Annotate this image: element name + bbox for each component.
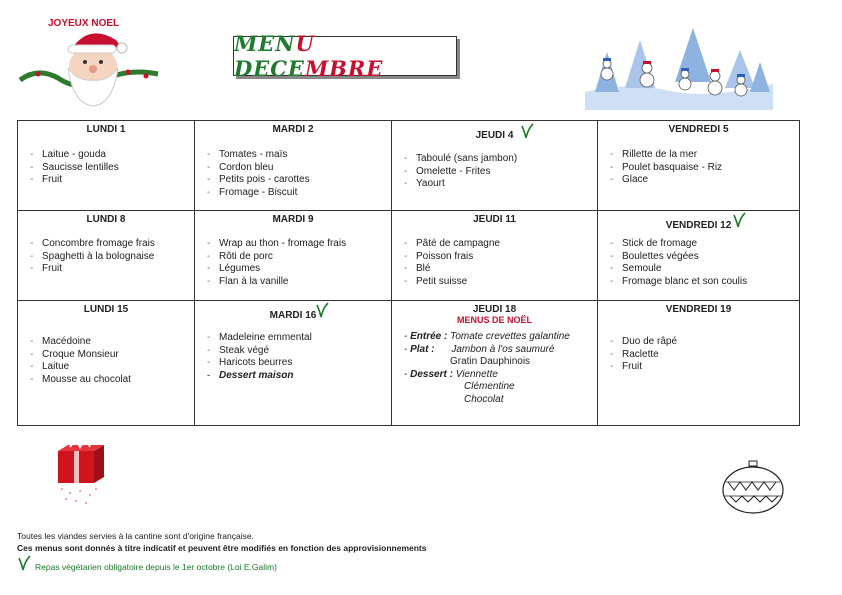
menu-item: - Duo de râpé bbox=[598, 336, 799, 349]
menu-item: - Taboulé (sans jambon) bbox=[392, 153, 597, 166]
menu-items bbox=[18, 238, 194, 276]
day-cell-mardi-2 bbox=[195, 121, 392, 211]
santa-logo bbox=[18, 12, 163, 107]
menu-item: - Omelette - Frites bbox=[392, 166, 597, 179]
menu-item: - Poulet basquaise - Riz bbox=[598, 162, 799, 175]
menu-item: - Spaghetti à la bolognaise bbox=[18, 251, 194, 264]
menu-item: - Steak végé bbox=[195, 345, 391, 358]
day-cell-vendredi-12 bbox=[598, 211, 799, 301]
menu-item: - Raclette bbox=[598, 349, 799, 362]
day-cell-jeudi-4 bbox=[392, 121, 598, 211]
menu-item: - Wrap au thon - fromage frais bbox=[195, 238, 391, 251]
footer-origin-note: Toutes les viandes servies à la cantine sont d'origine française. bbox=[17, 531, 254, 541]
menu-item: - Fruit bbox=[18, 174, 194, 187]
menu-item: - Glace bbox=[598, 174, 799, 187]
dessert-line: - Dessert : Viennette bbox=[404, 368, 498, 380]
menu-item: - Macédoine bbox=[18, 336, 194, 349]
title-part-4: MBRE bbox=[304, 56, 384, 81]
menu-items bbox=[195, 332, 391, 382]
day-cell-lundi-8 bbox=[18, 211, 195, 301]
footer-disclaimer: Ces menus sont donnés à titre indicatif et peuvent être modifiés en fonction des approvisionnements bbox=[17, 543, 427, 553]
dessert-label: Dessert : bbox=[410, 368, 453, 380]
menu-item: - Fromage - Biscuit bbox=[195, 187, 391, 200]
menu-items bbox=[598, 336, 799, 374]
menu-items bbox=[195, 149, 391, 199]
footer-vege-note bbox=[17, 554, 277, 572]
dessert-value-3: Chocolat bbox=[464, 393, 504, 405]
day-title: MARDI 2 bbox=[272, 124, 314, 135]
day-title: LUNDI 1 bbox=[86, 124, 126, 135]
menu-item: - Pâté de campagne bbox=[392, 238, 597, 251]
plat-label: Plat : bbox=[410, 343, 435, 355]
menu-item: - Blé bbox=[392, 263, 597, 276]
leaf-icon bbox=[17, 554, 31, 572]
menu-item: - Légumes bbox=[195, 263, 391, 276]
dessert-value-1: Viennette bbox=[455, 368, 498, 380]
entree-value: Tomate crevettes galantine bbox=[450, 331, 570, 342]
title-part-3: DECE bbox=[234, 56, 305, 81]
menu-item: - Rôti de porc bbox=[195, 251, 391, 264]
menu-items bbox=[598, 238, 799, 288]
menu-item: - Laitue - gouda bbox=[18, 149, 194, 162]
day-cell-mardi-9 bbox=[195, 211, 392, 301]
christmas-menu-title: MENUS DE NOËL bbox=[456, 315, 532, 325]
santa-logo-text: JOYEUX NOEL bbox=[48, 18, 120, 29]
day-cell-vendredi-5 bbox=[598, 121, 799, 211]
menu-item-bold: - Dessert maison bbox=[195, 370, 391, 383]
menu-item: - Boulettes végées bbox=[598, 251, 799, 264]
day-title: VENDREDI 5 bbox=[668, 124, 729, 135]
footer-vege-text: Repas végétarien obligatoire depuis le 1er octobre (Loi E.Galim) bbox=[35, 562, 277, 572]
day-title: VENDREDI 19 bbox=[665, 304, 732, 315]
menu-items bbox=[195, 238, 391, 288]
dessert-value-2: Clémentine bbox=[464, 381, 515, 392]
menu-item: - Concombre fromage frais bbox=[18, 238, 194, 251]
entree-label: Entrée : bbox=[410, 331, 448, 342]
menu-item: - Laitue bbox=[18, 361, 194, 374]
menu-item: - Croque Monsieur bbox=[18, 349, 194, 362]
menu-item: - Mousse au chocolat bbox=[18, 374, 194, 387]
menu-item: - Petit suisse bbox=[392, 276, 597, 289]
day-cell-vendredi-19 bbox=[598, 301, 799, 425]
day-title: VENDREDI 12 bbox=[665, 220, 732, 231]
ornament-icon bbox=[720, 460, 786, 516]
menu-title bbox=[233, 31, 457, 81]
day-title: LUNDI 15 bbox=[83, 304, 129, 315]
menu-item: - Fruit bbox=[598, 361, 799, 374]
menu-items bbox=[598, 149, 799, 187]
menu-item: - Cordon bleu bbox=[195, 162, 391, 175]
menu-items bbox=[392, 238, 597, 288]
plat-line: - Plat : Jambon à l'os saumuré bbox=[404, 343, 555, 355]
day-title: MARDI 16 bbox=[269, 310, 317, 321]
leaf-icon bbox=[315, 302, 329, 318]
menu-item: - Fromage blanc et son coulis bbox=[598, 276, 799, 289]
menu-items bbox=[18, 336, 194, 386]
menu-item: - Yaourt bbox=[392, 178, 597, 191]
menu-item: - Semoule bbox=[598, 263, 799, 276]
menu-item: - Rillette de la mer bbox=[598, 149, 799, 162]
menu-grid bbox=[17, 120, 800, 426]
plat-value-1: Jambon à l'os saumuré bbox=[451, 343, 555, 355]
menu-item: - Flan à la vanille bbox=[195, 276, 391, 289]
christmas-menu bbox=[392, 331, 597, 406]
menu-item: - Saucisse lentilles bbox=[18, 162, 194, 175]
menu-items bbox=[18, 149, 194, 187]
day-cell-jeudi-11 bbox=[392, 211, 598, 301]
menu-item: - Fruit bbox=[18, 263, 194, 276]
day-title: JEUDI 4 bbox=[475, 130, 514, 141]
day-cell-mardi-16 bbox=[195, 301, 392, 425]
leaf-icon bbox=[732, 212, 746, 228]
day-cell-jeudi-18 bbox=[392, 301, 598, 425]
menu-item: - Haricots beurres bbox=[195, 357, 391, 370]
plat-value-2: Gratin Dauphinois bbox=[450, 356, 531, 367]
menu-items bbox=[392, 153, 597, 191]
menu-item: - Petits pois - carottes bbox=[195, 174, 391, 187]
menu-item: - Stick de fromage bbox=[598, 238, 799, 251]
day-title: MARDI 9 bbox=[272, 214, 314, 225]
day-cell-lundi-1 bbox=[18, 121, 195, 211]
day-title: LUNDI 8 bbox=[86, 214, 126, 225]
gift-icon bbox=[52, 437, 112, 509]
title-part-1: MEN bbox=[234, 31, 296, 56]
day-title: JEUDI 11 bbox=[473, 214, 516, 225]
leaf-icon bbox=[520, 123, 534, 139]
entree-line: - Entrée : Tomate crevettes galantine bbox=[404, 331, 570, 342]
day-cell-lundi-15 bbox=[18, 301, 195, 425]
snowmen-illustration bbox=[585, 22, 773, 110]
day-title: JEUDI 18 bbox=[472, 304, 517, 315]
menu-item: - Poisson frais bbox=[392, 251, 597, 264]
title-part-2: U bbox=[295, 31, 315, 56]
menu-item: - Madeleine emmental bbox=[195, 332, 391, 345]
menu-item: - Tomates - maïs bbox=[195, 149, 391, 162]
